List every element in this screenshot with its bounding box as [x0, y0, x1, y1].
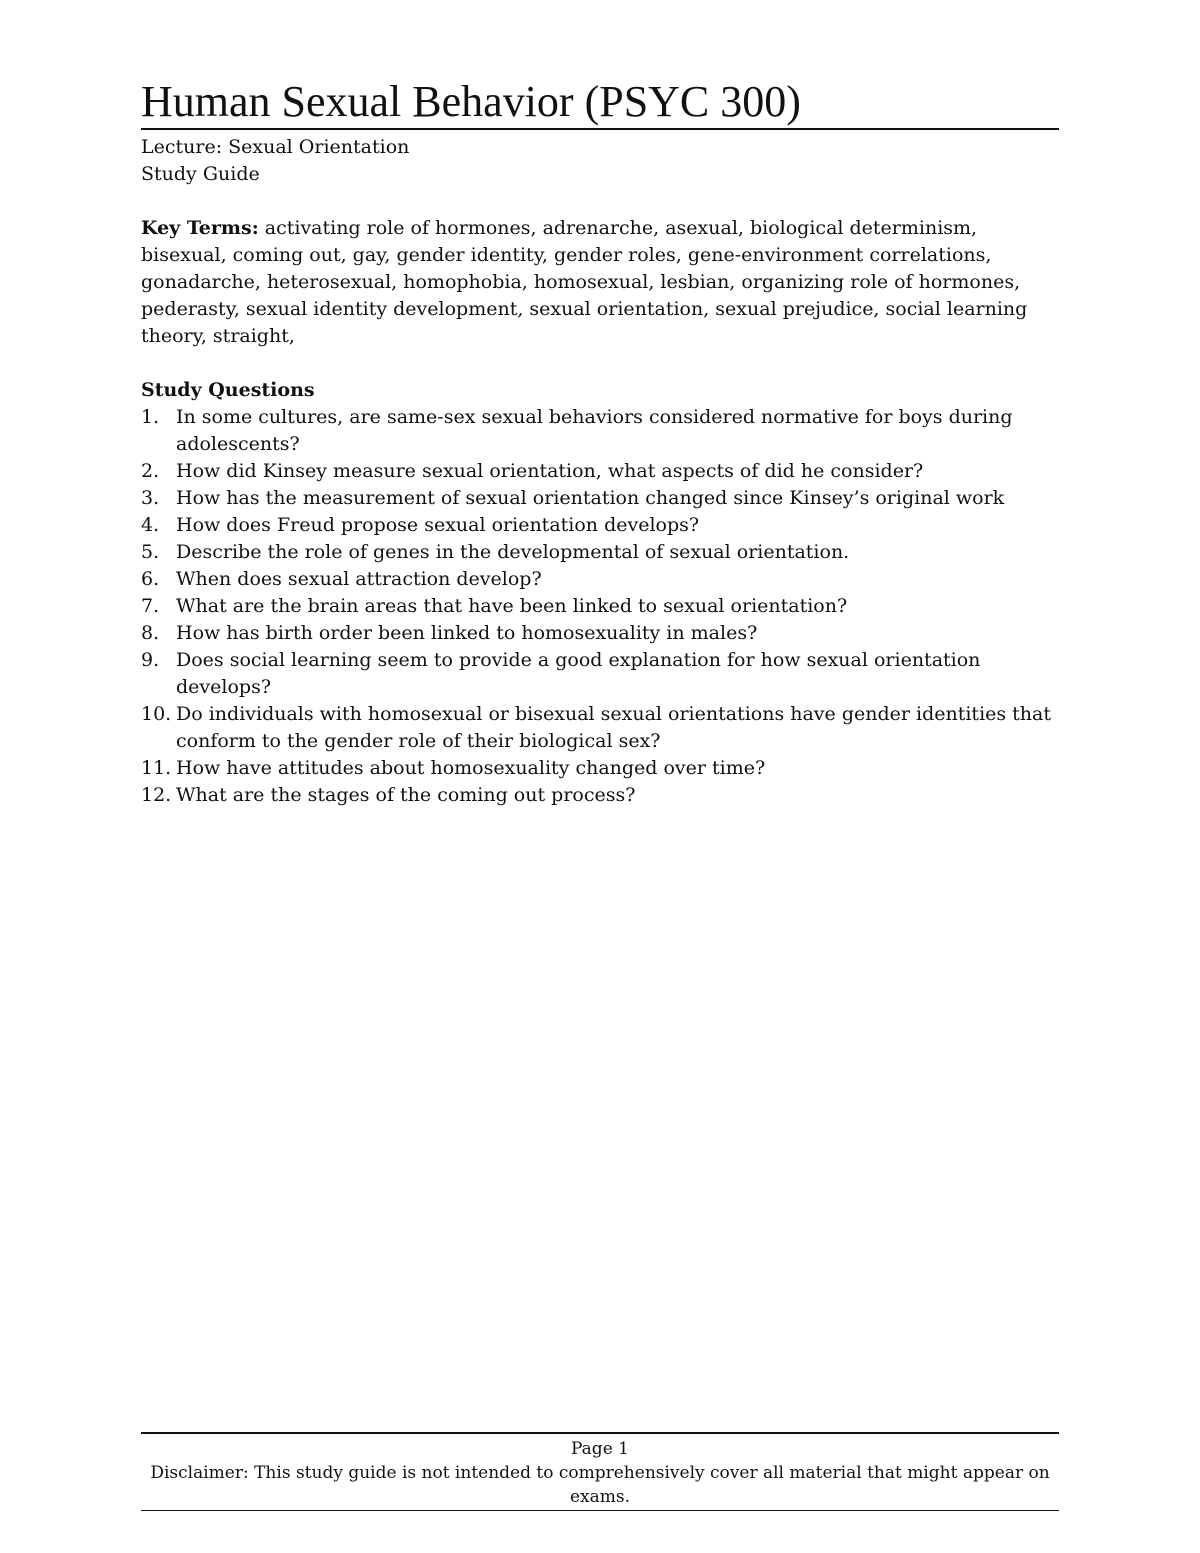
study-question [141, 539, 1059, 566]
study-question [141, 566, 1059, 593]
question-number: 5. [141, 541, 160, 563]
question-text: How have attitudes about homosexuality changed over time? [176, 757, 766, 779]
study-questions-list [141, 404, 1059, 809]
question-text: What are the stages of the coming out process? [176, 784, 636, 806]
study-question [141, 485, 1059, 512]
study-question [141, 593, 1059, 620]
study-guide-label: Study Guide [141, 163, 260, 185]
question-number: 2. [141, 460, 160, 482]
question-number: 1. [141, 406, 160, 428]
study-question [141, 755, 1059, 782]
question-number: 6. [141, 568, 160, 590]
study-question [141, 512, 1059, 539]
study-question [141, 404, 1059, 458]
question-text: When does sexual attraction develop? [176, 568, 542, 590]
study-question [141, 647, 1059, 701]
question-text: In some cultures, are same-sex sexual behaviors considered normative for boys during adolescents? [176, 406, 1013, 455]
question-number: 10. [141, 703, 172, 725]
study-question [141, 620, 1059, 647]
question-number: 3. [141, 487, 160, 509]
question-text: Does social learning seem to provide a good explanation for how sexual orientation develops? [176, 649, 981, 698]
question-number: 12. [141, 784, 172, 806]
question-number: 4. [141, 514, 160, 536]
lecture-line: Lecture: Sexual Orientation [141, 136, 410, 158]
question-number: 7. [141, 595, 160, 617]
study-questions-heading: Study Questions [141, 379, 315, 401]
question-text: What are the brain areas that have been linked to sexual orientation? [176, 595, 848, 617]
page-footer [141, 1432, 1059, 1511]
question-number: 9. [141, 649, 160, 671]
study-question [141, 782, 1059, 809]
page-number: Page 1 [571, 1439, 629, 1459]
page-content [141, 78, 1059, 809]
question-text: How does Freud propose sexual orientation develops? [176, 514, 700, 536]
study-question [141, 458, 1059, 485]
question-number: 8. [141, 622, 160, 644]
question-text: How did Kinsey measure sexual orientation, what aspects of did he consider? [176, 460, 924, 482]
study-question [141, 701, 1059, 755]
disclaimer-text: Disclaimer: This study guide is not intended to comprehensively cover all material that might appear on exams. [150, 1463, 1050, 1507]
question-text: How has birth order been linked to homosexuality in males? [176, 622, 758, 644]
page-title: Human Sexual Behavior (PSYC 300) [141, 78, 1059, 130]
question-text: How has the measurement of sexual orientation changed since Kinsey’s original work [176, 487, 1005, 509]
question-text: Do individuals with homosexual or bisexual sexual orientations have gender identities that conform to the gender role of their biological sex? [176, 703, 1052, 752]
key-terms-paragraph [141, 215, 1059, 350]
question-text: Describe the role of genes in the developmental of sexual orientation. [176, 541, 850, 563]
key-terms-text: activating role of hormones, adrenarche, asexual, biological determinism, bisexual, coming out, gay, gender identity, gender roles, gene-environment correlations, gonadarche, heterosexual, homophobia, homosexual, lesbian, organizing role of hormones, pederasty, sexual identity development, sexual orientation, sexual prejudice, social learning theory, straight, [141, 217, 1028, 347]
question-number: 11. [141, 757, 172, 779]
key-terms-label: Key Terms: [141, 217, 259, 239]
